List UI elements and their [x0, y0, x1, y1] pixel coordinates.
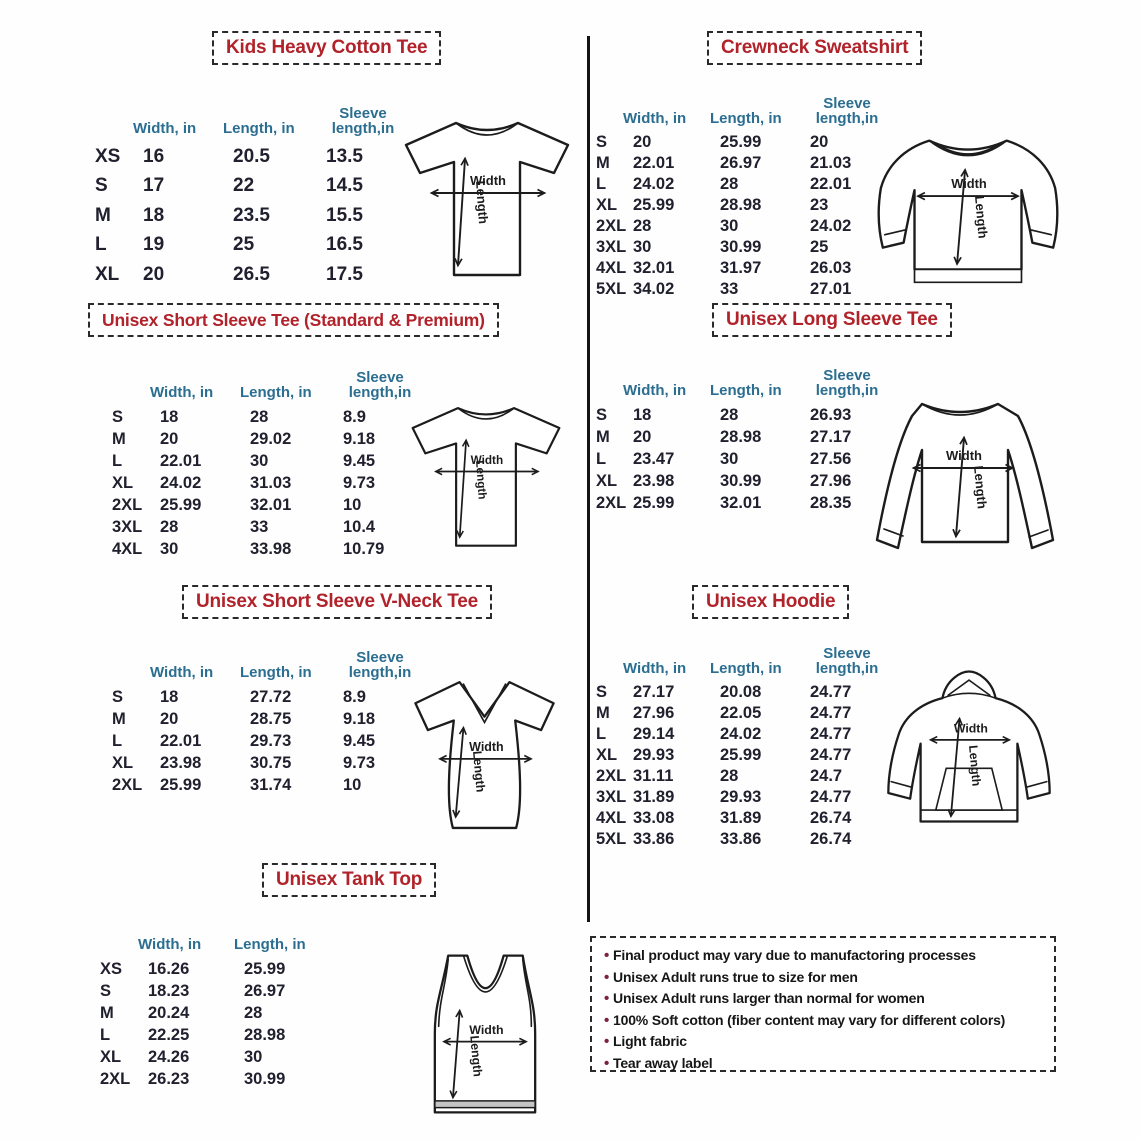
size-row [112, 752, 429, 774]
value-cell: 16.26 [148, 959, 190, 978]
value-cell: 28 [244, 1003, 263, 1022]
value-cell: 23.5 [233, 204, 270, 226]
hoodie-illustration [876, 664, 1062, 848]
value-cell: 13.5 [326, 145, 363, 167]
size-label: S [100, 981, 112, 1000]
size-label: M [100, 1003, 114, 1022]
size-row [596, 426, 896, 448]
value-cell: 27.96 [810, 471, 852, 490]
value-cell: 27.96 [633, 704, 675, 722]
value-cell: 34.02 [633, 280, 675, 298]
value-cell: 24.77 [810, 788, 852, 806]
value-cell: 25 [233, 234, 255, 256]
value-cell: 30 [244, 1047, 263, 1066]
value-cell: 20.08 [720, 683, 762, 701]
table-header-row [95, 84, 412, 142]
long-sleeve-illustration [860, 390, 1065, 570]
value-cell: 20 [633, 133, 652, 151]
value-cell: 29.93 [720, 788, 762, 806]
table-header-row [596, 628, 896, 682]
value-cell: 22.01 [810, 175, 852, 193]
value-cell: 27.17 [633, 683, 675, 701]
size-label: XL [95, 263, 120, 285]
value-cell: 31.74 [250, 775, 292, 794]
value-cell: 10 [343, 495, 362, 514]
note-item: • Final product may vary due to manufactoring processes [604, 945, 1042, 967]
table-header-row [596, 78, 896, 132]
column-header: Length, in [223, 120, 295, 137]
value-cell: 25.99 [633, 196, 675, 214]
value-cell: 33.98 [250, 539, 292, 558]
value-cell: 25 [810, 238, 829, 256]
value-cell: 21.03 [810, 154, 852, 172]
column-header: Width, in [623, 660, 687, 677]
value-cell: 17 [143, 175, 165, 197]
title-text: Crewneck Sweatshirt [721, 37, 909, 58]
size-label: L [596, 175, 607, 193]
size-row [596, 808, 896, 829]
value-cell: 31.03 [250, 473, 292, 492]
value-cell: 18 [633, 405, 652, 424]
standard-tee-illustration [400, 392, 572, 560]
note-item: • Light fabric [604, 1031, 1042, 1053]
value-cell: 26.74 [810, 809, 852, 827]
value-cell: 9.73 [343, 473, 376, 492]
size-label: 3XL [596, 788, 627, 806]
column-header: Width, in [150, 384, 214, 401]
value-cell: 22.25 [148, 1025, 190, 1044]
value-cell: 25.99 [244, 959, 286, 978]
note-item: • Unisex Adult runs true to size for men [604, 967, 1042, 989]
size-label: 2XL [596, 767, 627, 785]
value-cell: 30.99 [720, 471, 762, 490]
size-label: 2XL [596, 217, 627, 235]
size-label: 4XL [596, 259, 627, 277]
value-cell: 9.45 [343, 451, 376, 470]
value-cell: 32.01 [633, 259, 675, 277]
value-cell: 22.01 [633, 154, 675, 172]
value-cell: 9.73 [343, 753, 376, 772]
size-label: 5XL [596, 830, 627, 848]
size-label: L [596, 449, 607, 468]
value-cell: 29.73 [250, 731, 292, 750]
size-row [112, 538, 429, 560]
value-cell: 28 [250, 407, 269, 426]
value-cell: 28.98 [720, 196, 762, 214]
size-label: L [112, 731, 123, 750]
value-cell: 29.02 [250, 429, 292, 448]
value-cell: 17.5 [326, 263, 363, 285]
width-label: Width [951, 176, 987, 192]
length-label: Length [469, 750, 488, 793]
value-cell: 25.99 [160, 495, 202, 514]
size-label: M [596, 704, 610, 722]
value-cell: 27.56 [810, 449, 852, 468]
value-cell: 22.01 [160, 731, 202, 750]
value-cell: 26.23 [148, 1069, 190, 1088]
value-cell: 20.24 [148, 1003, 190, 1022]
width-label: Width [953, 721, 988, 736]
product-notes-box [590, 936, 1056, 1072]
size-label: 2XL [112, 495, 143, 514]
size-row [596, 682, 896, 703]
length-label: Length [971, 195, 991, 240]
value-cell: 31.89 [720, 809, 762, 827]
value-cell: 26.97 [720, 154, 762, 172]
tank-top-illustration [424, 948, 546, 1120]
section-title-standard-tee [88, 303, 499, 337]
value-cell: 27.72 [250, 687, 292, 706]
size-label: M [596, 154, 610, 172]
size-row [596, 448, 896, 470]
value-cell: 16.5 [326, 234, 363, 256]
size-row [112, 494, 429, 516]
value-cell: 24.77 [810, 746, 852, 764]
value-cell: 10.79 [343, 539, 385, 558]
size-label: S [596, 683, 608, 701]
value-cell: 18.23 [148, 981, 190, 1000]
size-row [596, 724, 896, 745]
length-label: Length [473, 459, 489, 500]
value-cell: 26.5 [233, 263, 270, 285]
value-cell: 9.18 [343, 429, 376, 448]
value-cell: 9.45 [343, 731, 376, 750]
section-title-tank-top [262, 863, 436, 897]
column-header: Length, in [240, 384, 312, 401]
size-row [112, 428, 429, 450]
size-label: L [112, 451, 123, 470]
table-header-row [596, 350, 896, 404]
crewneck-illustration [864, 122, 1072, 294]
title-text: Unisex Short Sleeve V-Neck Tee [196, 591, 478, 612]
title-text: Unisex Long Sleeve Tee [726, 309, 938, 330]
size-row [100, 1068, 340, 1090]
size-row [596, 174, 896, 195]
size-row [112, 708, 429, 730]
size-row [596, 829, 896, 850]
value-cell: 18 [160, 687, 179, 706]
value-cell: 28 [720, 767, 739, 785]
value-cell: 23.47 [633, 449, 675, 468]
size-row [112, 406, 429, 428]
size-table-crewneck [596, 78, 896, 300]
value-cell: 20 [160, 429, 179, 448]
value-cell: 22.05 [720, 704, 762, 722]
section-title-hoodie [692, 585, 849, 619]
value-cell: 14.5 [326, 175, 363, 197]
value-cell: 26.97 [244, 981, 286, 1000]
value-cell: 28.35 [810, 493, 852, 512]
column-header: Length, in [234, 936, 306, 953]
table-header-row [100, 904, 340, 958]
size-table-standard-tee [112, 352, 429, 560]
size-label: 5XL [596, 280, 627, 298]
size-row [112, 730, 429, 752]
size-label: S [95, 175, 108, 197]
size-label: XL [596, 471, 618, 490]
value-cell: 24.26 [148, 1047, 190, 1066]
size-row [112, 472, 429, 494]
column-header: Width, in [623, 110, 687, 127]
size-row [596, 745, 896, 766]
value-cell: 22 [233, 175, 255, 197]
size-label: XS [95, 145, 121, 167]
value-cell: 32.01 [720, 493, 762, 512]
value-cell: 30 [250, 451, 269, 470]
size-label: M [112, 429, 126, 448]
note-item: • Tear away label [604, 1053, 1042, 1075]
column-header: Width, in [133, 120, 197, 137]
size-row [596, 216, 896, 237]
value-cell: 28 [720, 175, 739, 193]
size-label: L [100, 1025, 111, 1044]
size-row [100, 958, 340, 980]
value-cell: 28.98 [244, 1025, 286, 1044]
value-cell: 30.99 [720, 238, 762, 256]
column-header: Sleeve length,in [815, 645, 879, 677]
size-row [596, 195, 896, 216]
value-cell: 22.01 [160, 451, 202, 470]
size-label: S [112, 687, 124, 706]
size-table-long-sleeve [596, 350, 896, 514]
value-cell: 28 [720, 405, 739, 424]
size-label: XL [100, 1047, 122, 1066]
length-label: Length [473, 180, 491, 225]
value-cell: 15.5 [326, 204, 363, 226]
value-cell: 23 [810, 196, 829, 214]
size-table-tank-top [100, 904, 340, 1090]
value-cell: 28 [633, 217, 652, 235]
value-cell: 27.01 [810, 280, 852, 298]
size-row [596, 703, 896, 724]
column-header: Length, in [710, 382, 782, 399]
value-cell: 26.74 [810, 830, 852, 848]
size-row [596, 153, 896, 174]
value-cell: 29.14 [633, 725, 675, 743]
value-cell: 8.9 [343, 407, 366, 426]
size-label: L [596, 725, 607, 743]
value-cell: 31.11 [633, 767, 674, 785]
size-table-hoodie [596, 628, 896, 850]
value-cell: 20 [633, 427, 652, 446]
table-header-row [112, 352, 429, 406]
column-header: Sleeve length,in [815, 95, 879, 127]
size-row [112, 774, 429, 796]
title-text: Unisex Short Sleeve Tee (Standard & Premium) [102, 310, 485, 330]
value-cell: 31.97 [720, 259, 762, 277]
size-label: M [596, 427, 610, 446]
size-label: 3XL [112, 517, 143, 536]
value-cell: 16 [143, 145, 165, 167]
value-cell: 24.02 [720, 725, 762, 743]
size-row [596, 132, 896, 153]
value-cell: 24.02 [633, 175, 675, 193]
size-row [596, 470, 896, 492]
value-cell: 28.98 [720, 427, 762, 446]
value-cell: 24.77 [810, 683, 852, 701]
column-divider-line [587, 36, 590, 922]
size-row [95, 142, 412, 172]
size-label: XL [596, 746, 618, 764]
value-cell: 24.02 [810, 217, 852, 235]
value-cell: 25.99 [720, 746, 762, 764]
length-label: Length [467, 1034, 485, 1078]
size-label: M [112, 709, 126, 728]
value-cell: 30 [633, 238, 652, 256]
value-cell: 30.99 [244, 1069, 286, 1088]
column-header: Length, in [710, 660, 782, 677]
size-label: S [596, 405, 608, 424]
value-cell: 19 [143, 234, 165, 256]
size-table-kids-tee [95, 84, 412, 290]
value-cell: 10 [343, 775, 362, 794]
column-header: Sleeve length,in [331, 105, 395, 137]
column-header: Sleeve length,in [348, 369, 412, 401]
section-title-crewneck [707, 31, 922, 65]
column-header: Width, in [150, 664, 214, 681]
section-title-long-sleeve [712, 303, 952, 337]
size-row [596, 492, 896, 514]
column-header: Sleeve length,in [815, 367, 879, 399]
length-label: Length [966, 744, 984, 787]
value-cell: 31.89 [633, 788, 675, 806]
size-label: 3XL [596, 238, 627, 256]
value-cell: 20 [143, 263, 165, 285]
size-row [596, 787, 896, 808]
value-cell: 24.02 [160, 473, 202, 492]
width-label: Width [470, 454, 504, 468]
column-header: Width, in [138, 936, 202, 953]
size-row [95, 260, 412, 290]
value-cell: 8.9 [343, 687, 366, 706]
value-cell: 25.99 [160, 775, 202, 794]
v-neck-illustration [402, 670, 567, 842]
value-cell: 24.77 [810, 704, 852, 722]
size-label: 4XL [596, 809, 627, 827]
value-cell: 24.7 [810, 767, 843, 785]
value-cell: 20 [160, 709, 179, 728]
width-label: Width [946, 448, 982, 463]
size-row [596, 237, 896, 258]
size-row [100, 1024, 340, 1046]
size-row [95, 231, 412, 261]
value-cell: 33 [250, 517, 269, 536]
value-cell: 28 [160, 517, 179, 536]
column-header: Sleeve length,in [348, 649, 412, 681]
size-row [100, 1046, 340, 1068]
title-text: Unisex Tank Top [276, 869, 423, 890]
column-header: Length, in [710, 110, 782, 127]
value-cell: 18 [160, 407, 179, 426]
size-label: S [596, 133, 608, 151]
size-row [95, 172, 412, 202]
section-title-kids-tee [212, 31, 441, 65]
size-label: XL [112, 753, 134, 772]
value-cell: 33.86 [720, 830, 762, 848]
value-cell: 20 [810, 133, 829, 151]
size-label: S [112, 407, 124, 426]
value-cell: 27.17 [810, 427, 852, 446]
title-text: Kids Heavy Cotton Tee [226, 37, 428, 58]
width-label: Width [469, 1023, 504, 1037]
size-table-v-neck [112, 632, 429, 796]
value-cell: 24.77 [810, 725, 852, 743]
value-cell: 25.99 [633, 493, 675, 512]
size-label: L [95, 234, 107, 256]
size-row [100, 980, 340, 1002]
value-cell: 18 [143, 204, 165, 226]
value-cell: 23.98 [633, 471, 675, 490]
width-label: Width [469, 740, 504, 755]
table-header-row [112, 632, 429, 686]
kids-tee-illustration [392, 106, 582, 290]
notes-list [604, 945, 1042, 1074]
size-label: 2XL [100, 1069, 131, 1088]
size-row [112, 450, 429, 472]
value-cell: 32.01 [250, 495, 292, 514]
size-label: XL [112, 473, 134, 492]
column-header: Length, in [240, 664, 312, 681]
value-cell: 23.98 [160, 753, 202, 772]
section-title-v-neck [182, 585, 492, 619]
size-label: XL [596, 196, 618, 214]
value-cell: 33 [720, 280, 739, 298]
value-cell: 10.4 [343, 517, 376, 536]
value-cell: 9.18 [343, 709, 376, 728]
value-cell: 30 [720, 217, 739, 235]
size-label: 4XL [112, 539, 143, 558]
value-cell: 33.08 [633, 809, 675, 827]
value-cell: 26.03 [810, 259, 852, 277]
size-label: 2XL [596, 493, 627, 512]
size-row [100, 1002, 340, 1024]
value-cell: 26.93 [810, 405, 852, 424]
title-text: Unisex Hoodie [706, 591, 836, 612]
value-cell: 25.99 [720, 133, 762, 151]
size-label: M [95, 204, 111, 226]
size-row [596, 404, 896, 426]
size-row [596, 258, 896, 279]
column-header: Width, in [623, 382, 687, 399]
size-row [596, 766, 896, 787]
value-cell: 30.75 [250, 753, 292, 772]
note-item: • 100% Soft cotton (fiber content may vary for different colors) [604, 1010, 1042, 1032]
width-label: Width [470, 173, 506, 188]
value-cell: 20.5 [233, 145, 270, 167]
size-label: 2XL [112, 775, 143, 794]
note-item: • Unisex Adult runs larger than normal for women [604, 988, 1042, 1010]
size-label: XS [100, 959, 123, 978]
value-cell: 28.75 [250, 709, 292, 728]
size-row [95, 201, 412, 231]
value-cell: 30 [720, 449, 739, 468]
size-row [596, 279, 896, 300]
size-row [112, 516, 429, 538]
value-cell: 30 [160, 539, 179, 558]
length-label: Length [971, 464, 990, 510]
value-cell: 33.86 [633, 830, 675, 848]
size-row [112, 686, 429, 708]
value-cell: 29.93 [633, 746, 675, 764]
